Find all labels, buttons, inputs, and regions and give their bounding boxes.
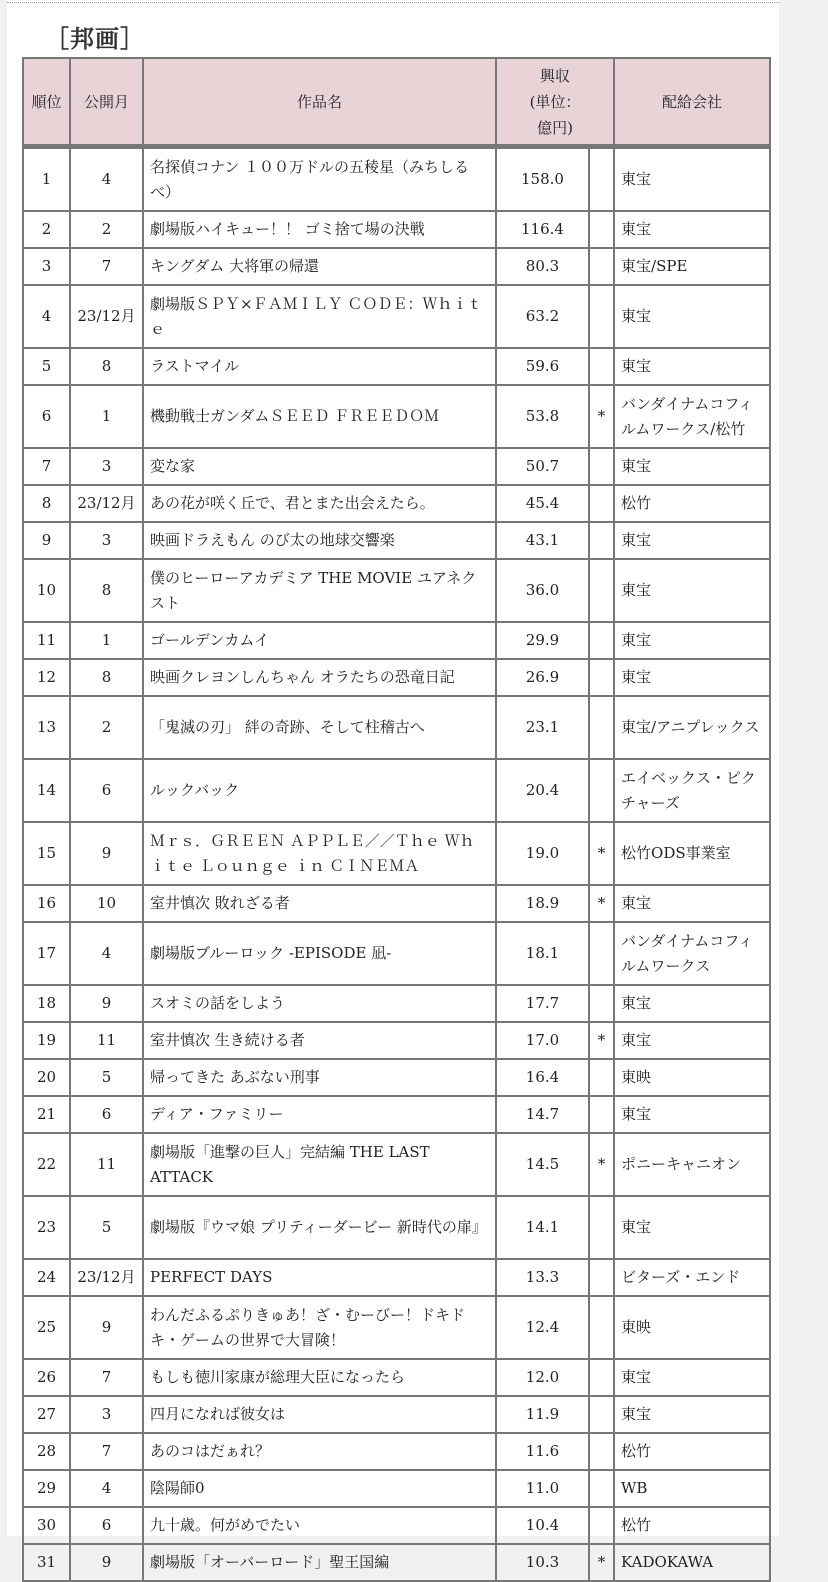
table-row [23, 1059, 770, 1096]
section-heading: ［邦画］ [45, 24, 145, 53]
note-mark-cell [589, 659, 614, 696]
rank-cell: 6 [23, 385, 70, 448]
top-divider [7, 2, 779, 3]
release-month-cell: 9 [70, 822, 143, 885]
gross-cell: 18.1 [496, 922, 589, 985]
release-month-cell: 23/12月 [70, 485, 143, 522]
rank-cell: 28 [23, 1433, 70, 1470]
rank-cell: 24 [23, 1259, 70, 1296]
title-cell: PERFECT DAYS [143, 1259, 496, 1296]
title-cell: ゴールデンカムイ [143, 622, 496, 659]
title-cell: 室井慎次 敗れざる者 [143, 885, 496, 922]
title-cell: 名探偵コナン １００万ドルの五稜星（みちしるべ） [143, 148, 496, 211]
rank-cell: 7 [23, 448, 70, 485]
gross-cell: 20.4 [496, 759, 589, 822]
rank-cell: 12 [23, 659, 70, 696]
rank-cell: 4 [23, 285, 70, 348]
note-mark-cell [589, 1359, 614, 1396]
header-title: 作品名 [143, 58, 496, 146]
title-cell: 九十歳。何がめでたい [143, 1507, 496, 1544]
title-cell: 映画ドラえもん のび太の地球交響楽 [143, 522, 496, 559]
note-mark-cell [589, 248, 614, 285]
release-month-cell: 3 [70, 1396, 143, 1433]
release-month-cell: 6 [70, 1507, 143, 1544]
distributor-cell: WB [614, 1470, 770, 1507]
title-cell: Ｍｒｓ．ＧＲＥＥＮ ＡＰＰＬＥ／／Ｔｈｅ Ｗｈｉｔｅ Ｌｏｕｎｇｅ ｉｎ ＣＩＮＥＭＡ [143, 822, 496, 885]
title-cell: 映画クレヨンしんちゃん オラたちの恐竜日記 [143, 659, 496, 696]
gross-cell: 80.3 [496, 248, 589, 285]
table-row [23, 696, 770, 759]
title-cell: 劇場版ブルーロック -EPISODE 凪- [143, 922, 496, 985]
rank-cell: 15 [23, 822, 70, 885]
rank-cell: 18 [23, 985, 70, 1022]
table-row [23, 1433, 770, 1470]
release-month-cell: 2 [70, 211, 143, 248]
title-cell: わんだふるぷりきゅあ！ざ・むーびー！ドキドキ・ゲームの世界で大冒険！ [143, 1296, 496, 1359]
title-cell: 劇場版ハイキュー！！ ゴミ捨て場の決戦 [143, 211, 496, 248]
rank-cell: 27 [23, 1396, 70, 1433]
table-row [23, 659, 770, 696]
gross-cell: 10.4 [496, 1507, 589, 1544]
rank-cell: 1 [23, 148, 70, 211]
title-cell: あのコはだぁれ？ [143, 1433, 496, 1470]
title-cell: ラストマイル [143, 348, 496, 385]
rank-cell: 29 [23, 1470, 70, 1507]
gross-cell: 45.4 [496, 485, 589, 522]
rank-cell: 20 [23, 1059, 70, 1096]
title-cell: 変な家 [143, 448, 496, 485]
note-mark-cell [589, 1296, 614, 1359]
title-cell: 機動戦士ガンダムＳＥＥＤ ＦＲＥＥＤＯＭ [143, 385, 496, 448]
release-month-cell: 1 [70, 385, 143, 448]
title-cell: あの花が咲く丘で、君とまた出会えたら。 [143, 485, 496, 522]
table-row [23, 1096, 770, 1133]
title-cell: 僕のヒーローアカデミア THE MOVIE ユアネクスト [143, 559, 496, 622]
note-mark-cell [589, 759, 614, 822]
title-cell: 劇場版『ウマ娘 プリティーダービー 新時代の扉』 [143, 1196, 496, 1259]
rank-cell: 3 [23, 248, 70, 285]
distributor-cell: 松竹 [614, 1433, 770, 1470]
release-month-cell: 4 [70, 1470, 143, 1507]
rank-cell: 21 [23, 1096, 70, 1133]
gross-cell: 11.6 [496, 1433, 589, 1470]
title-cell: ルックバック [143, 759, 496, 822]
note-mark-cell: * [589, 1022, 614, 1059]
distributor-cell: 東宝 [614, 285, 770, 348]
distributor-cell: 東宝 [614, 1096, 770, 1133]
distributor-cell: 東宝 [614, 659, 770, 696]
rank-cell: 26 [23, 1359, 70, 1396]
note-mark-cell [589, 522, 614, 559]
table-row [23, 1196, 770, 1259]
table-row [23, 1359, 770, 1396]
gross-cell: 19.0 [496, 822, 589, 885]
note-mark-cell [589, 1196, 614, 1259]
table-row [23, 148, 770, 211]
note-mark-cell [589, 1433, 614, 1470]
distributor-cell: 東宝/SPE [614, 248, 770, 285]
distributor-cell: バンダイナムコフィルムワークス/松竹 [614, 385, 770, 448]
release-month-cell: 11 [70, 1133, 143, 1196]
table-row [23, 385, 770, 448]
table-row [23, 1259, 770, 1296]
title-cell: 四月になれば彼女は [143, 1396, 496, 1433]
table-header-row [23, 58, 770, 146]
release-month-cell: 4 [70, 922, 143, 985]
table-row [23, 985, 770, 1022]
note-mark-cell [589, 285, 614, 348]
table-body [23, 148, 770, 1581]
distributor-cell: 松竹 [614, 1507, 770, 1544]
gross-cell: 23.1 [496, 696, 589, 759]
distributor-cell: 東映 [614, 1059, 770, 1096]
table-row [23, 448, 770, 485]
release-month-cell: 8 [70, 659, 143, 696]
distributor-cell: 松竹 [614, 485, 770, 522]
distributor-cell: 東宝 [614, 211, 770, 248]
distributor-cell: 東宝 [614, 559, 770, 622]
title-cell: ディア・ファミリー [143, 1096, 496, 1133]
header-distributor: 配給会社 [614, 58, 770, 146]
release-month-cell: 5 [70, 1059, 143, 1096]
note-mark-cell [589, 148, 614, 211]
note-mark-cell [589, 348, 614, 385]
gross-cell: 18.9 [496, 885, 589, 922]
release-month-cell: 4 [70, 148, 143, 211]
distributor-cell: 東宝 [614, 622, 770, 659]
release-month-cell: 8 [70, 559, 143, 622]
release-month-cell: 2 [70, 696, 143, 759]
table-row [23, 1507, 770, 1544]
gross-cell: 29.9 [496, 622, 589, 659]
distributor-cell: 東宝/アニプレックス [614, 696, 770, 759]
table-row [23, 285, 770, 348]
rank-cell: 17 [23, 922, 70, 985]
note-mark-cell [589, 211, 614, 248]
gross-cell: 11.9 [496, 1396, 589, 1433]
release-month-cell: 7 [70, 1359, 143, 1396]
header-rank: 順位 [23, 58, 70, 146]
release-month-cell: 10 [70, 885, 143, 922]
box-office-table [22, 57, 771, 1582]
title-cell: 室井慎次 生き続ける者 [143, 1022, 496, 1059]
note-mark-cell: * [589, 885, 614, 922]
table-row [23, 1396, 770, 1433]
note-mark-cell [589, 1470, 614, 1507]
gross-cell: 12.4 [496, 1296, 589, 1359]
table-row [23, 759, 770, 822]
gross-cell: 59.6 [496, 348, 589, 385]
release-month-cell: 6 [70, 1096, 143, 1133]
table-row [23, 885, 770, 922]
distributor-cell: ビターズ・エンド [614, 1259, 770, 1296]
table-row [23, 922, 770, 985]
distributor-cell: 東宝 [614, 348, 770, 385]
table-row [23, 1470, 770, 1507]
title-cell: 陰陽師0 [143, 1470, 496, 1507]
distributor-cell: 東映 [614, 1296, 770, 1359]
distributor-cell: 東宝 [614, 448, 770, 485]
gross-cell: 63.2 [496, 285, 589, 348]
rank-cell: 31 [23, 1544, 70, 1581]
table-row [23, 211, 770, 248]
distributor-cell: 東宝 [614, 1396, 770, 1433]
rank-cell: 19 [23, 1022, 70, 1059]
note-mark-cell [589, 1396, 614, 1433]
table-row [23, 1133, 770, 1196]
header-gross: 興収 (単位： 億円) [496, 58, 614, 146]
note-mark-cell [589, 985, 614, 1022]
rank-cell: 5 [23, 348, 70, 385]
table-row [23, 348, 770, 385]
note-mark-cell [589, 922, 614, 985]
distributor-cell: KADOKAWA [614, 1544, 770, 1581]
distributor-cell: 東宝 [614, 148, 770, 211]
gross-cell: 14.1 [496, 1196, 589, 1259]
note-mark-cell: * [589, 822, 614, 885]
distributor-cell: 東宝 [614, 985, 770, 1022]
rank-cell: 16 [23, 885, 70, 922]
rank-cell: 2 [23, 211, 70, 248]
distributor-cell: 東宝 [614, 1196, 770, 1259]
header-month: 公開月 [70, 58, 143, 146]
table-row [23, 1022, 770, 1059]
note-mark-cell: * [589, 385, 614, 448]
release-month-cell: 9 [70, 1296, 143, 1359]
rank-cell: 10 [23, 559, 70, 622]
note-mark-cell [589, 1096, 614, 1133]
title-cell: 劇場版ＳＰＹ×ＦＡＭＩＬＹ ＣＯＤＥ：Ｗｈｉｔｅ [143, 285, 496, 348]
note-mark-cell [589, 1507, 614, 1544]
rank-cell: 8 [23, 485, 70, 522]
rank-cell: 14 [23, 759, 70, 822]
title-cell: もしも徳川家康が総理大臣になったら [143, 1359, 496, 1396]
gross-cell: 36.0 [496, 559, 589, 622]
gross-cell: 50.7 [496, 448, 589, 485]
release-month-cell: 3 [70, 448, 143, 485]
title-cell: キングダム 大将軍の帰還 [143, 248, 496, 285]
release-month-cell: 8 [70, 348, 143, 385]
gross-cell: 10.3 [496, 1544, 589, 1581]
title-cell: 劇場版「オーバーロード」聖王国編 [143, 1544, 496, 1581]
note-mark-cell [589, 448, 614, 485]
gross-cell: 158.0 [496, 148, 589, 211]
rank-cell: 11 [23, 622, 70, 659]
gross-cell: 17.7 [496, 985, 589, 1022]
content-panel [7, 0, 779, 1571]
table-row [23, 1296, 770, 1359]
title-cell: 劇場版「進撃の巨人」完結編 THE LAST ATTACK [143, 1133, 496, 1196]
note-mark-cell [589, 1059, 614, 1096]
table-row [23, 822, 770, 885]
distributor-cell: エイベックス・ピクチャーズ [614, 759, 770, 822]
gross-cell: 26.9 [496, 659, 589, 696]
gross-cell: 12.0 [496, 1359, 589, 1396]
gross-cell: 11.0 [496, 1470, 589, 1507]
release-month-cell: 11 [70, 1022, 143, 1059]
gross-cell: 16.4 [496, 1059, 589, 1096]
table-row [23, 522, 770, 559]
note-mark-cell [589, 559, 614, 622]
note-mark-cell [589, 1259, 614, 1296]
release-month-cell: 7 [70, 1433, 143, 1470]
table-row [23, 248, 770, 285]
gross-cell: 14.7 [496, 1096, 589, 1133]
rank-cell: 25 [23, 1296, 70, 1359]
title-cell: スオミの話をしよう [143, 985, 496, 1022]
release-month-cell: 7 [70, 248, 143, 285]
release-month-cell: 1 [70, 622, 143, 659]
table-row [23, 485, 770, 522]
distributor-cell: 松竹ODS事業室 [614, 822, 770, 885]
distributor-cell: 東宝 [614, 1359, 770, 1396]
distributor-cell: ポニーキャニオン [614, 1133, 770, 1196]
distributor-cell: 東宝 [614, 885, 770, 922]
release-month-cell: 3 [70, 522, 143, 559]
table-row [23, 559, 770, 622]
distributor-cell: バンダイナムコフィルムワークス [614, 922, 770, 985]
title-cell: 帰ってきた あぶない刑事 [143, 1059, 496, 1096]
distributor-cell: 東宝 [614, 522, 770, 559]
rank-cell: 22 [23, 1133, 70, 1196]
title-cell: 「鬼滅の刃」 絆の奇跡、そして柱稽古へ [143, 696, 496, 759]
rank-cell: 13 [23, 696, 70, 759]
note-mark-cell: * [589, 1544, 614, 1581]
release-month-cell: 5 [70, 1196, 143, 1259]
note-mark-cell [589, 622, 614, 659]
note-mark-cell [589, 696, 614, 759]
release-month-cell: 23/12月 [70, 285, 143, 348]
distributor-cell: 東宝 [614, 1022, 770, 1059]
release-month-cell: 9 [70, 1544, 143, 1581]
rank-cell: 23 [23, 1196, 70, 1259]
note-mark-cell [589, 485, 614, 522]
note-mark-cell: * [589, 1133, 614, 1196]
gross-cell: 116.4 [496, 211, 589, 248]
rank-cell: 30 [23, 1507, 70, 1544]
release-month-cell: 9 [70, 985, 143, 1022]
gross-cell: 17.0 [496, 1022, 589, 1059]
gross-cell: 53.8 [496, 385, 589, 448]
gross-cell: 43.1 [496, 522, 589, 559]
table-row [23, 1544, 770, 1581]
release-month-cell: 6 [70, 759, 143, 822]
table-row [23, 622, 770, 659]
gross-cell: 14.5 [496, 1133, 589, 1196]
rank-cell: 9 [23, 522, 70, 559]
gross-cell: 13.3 [496, 1259, 589, 1296]
release-month-cell: 23/12月 [70, 1259, 143, 1296]
